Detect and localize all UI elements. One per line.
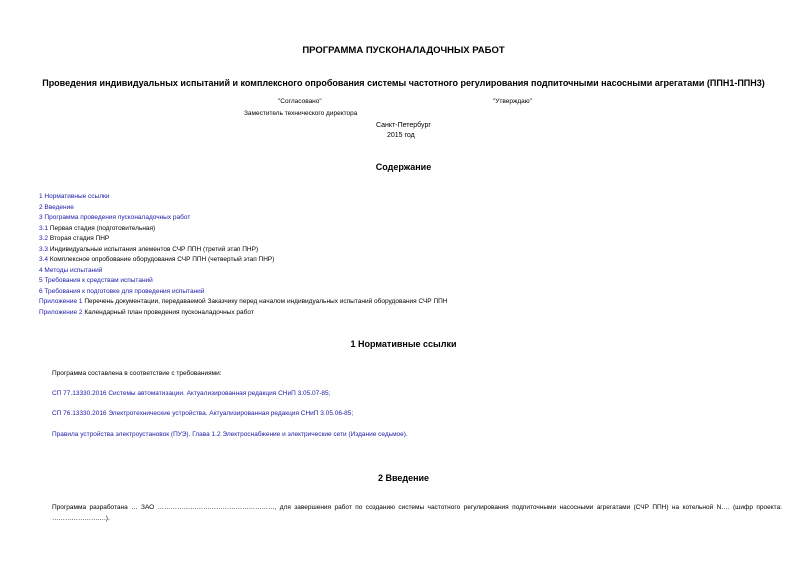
toc-item[interactable] [39,266,447,277]
agreed-label: "Согласовано" [278,98,322,105]
toc-item-text: Календарный план проведения пусконаладочных работ [82,308,254,316]
position-label: Заместитель технического директора [244,110,358,117]
toc-item[interactable] [39,192,447,203]
toc-item-text: Первая стадия (подготовительная) [48,224,156,232]
normative-reference-link[interactable]: СП 76.13330.2016 Электротехнические устройства. Актуализированная редакция СНиП 3.05.06-85; [52,410,354,417]
toc-item-number[interactable]: 3.4 [39,256,49,263]
toc-item[interactable] [39,234,447,245]
toc-item-text[interactable]: Нормативные ссылки [42,193,110,200]
year-label: 2015 год [387,132,415,139]
toc-item-number[interactable]: 5 [39,277,43,284]
toc-item[interactable] [39,245,447,256]
toc-item-text: Вторая стадия ПНР [48,235,110,242]
toc-item-text: Комплексное опробование оборудования СЧР ППН (четвертый этап ПНР) [48,256,275,263]
document-title: ПРОГРАММА ПУСКОНАЛАДОЧНЫХ РАБОТ [302,45,505,56]
normative-reference-link[interactable]: СП 77.13330.2016 Системы автоматизации. Актуализированная редакция СНиП 3.05.07-85; [52,390,331,397]
toc-item[interactable] [39,203,447,214]
toc-item-number[interactable]: 2 [39,203,43,211]
toc-item[interactable] [39,224,447,235]
toc-item-number[interactable]: 1 [39,193,43,200]
toc-item[interactable] [39,213,447,224]
toc-item-number[interactable]: 3 [39,214,43,221]
toc-item-text[interactable]: Требования к подготовке для проведения испытаний [42,287,205,295]
section1-heading: 1 Нормативные ссылки [350,339,457,349]
toc-item-text[interactable]: Программа проведения пусконаладочных работ [42,214,191,221]
toc-item-text: Перечень документации, передаваемой Заказчику перед началом индивидуальных испытаний оборудования СЧР ППН [82,298,448,305]
toc-item-text[interactable]: Требования к средствам испытаний [42,277,153,284]
city-label: Санкт-Петербург [376,122,431,129]
toc-item[interactable] [39,287,447,298]
toc-item[interactable] [39,297,447,308]
toc-item-number[interactable]: 3.2 [39,235,49,242]
table-of-contents [39,192,447,318]
section2-heading: 2 Введение [377,473,430,483]
toc-item[interactable] [39,308,447,319]
toc-item-number[interactable]: Приложение 2 [39,308,83,316]
toc-item[interactable] [39,255,447,266]
toc-item-number[interactable]: 4 [39,266,43,274]
toc-item-number[interactable]: 3.3 [39,245,49,253]
toc-item-number[interactable]: 3.1 [39,224,49,232]
normative-reference-link[interactable]: Правила устройства электроустановок (ПУЭ). Глава 1.2 Электроснабжение и электрические сети (Издание седьмое). [52,431,408,438]
toc-item-text[interactable]: Методы испытаний [42,266,103,274]
contents-heading: Содержание [375,162,432,172]
toc-item-number[interactable]: 6 [39,287,43,295]
toc-item-number[interactable]: Приложение 1 [39,298,83,305]
toc-item-text: Индивидуальные испытания элементов СЧР ППН (третий этап ПНР) [48,245,259,253]
approved-label: "Утверждаю" [493,98,532,105]
document-subtitle: Проведения индивидуальных испытаний и комплексного опробования системы частотного регулирования подпиточными насосными агрегатами (ППН1-ППН3) [42,78,765,88]
toc-item-text[interactable]: Введение [42,203,74,211]
section1-intro: Программа составлена в соответствие с требованиями: [52,370,222,377]
toc-item[interactable] [39,276,447,287]
section2-text: Программа разработана … ЗАО ………………………………………………, для завершения работ по созданию системы частотного регулирования подпиточными насосными агрегатами (СЧР ППН) на котельной N…. (шифр проекта: …………………….). [52,504,782,522]
